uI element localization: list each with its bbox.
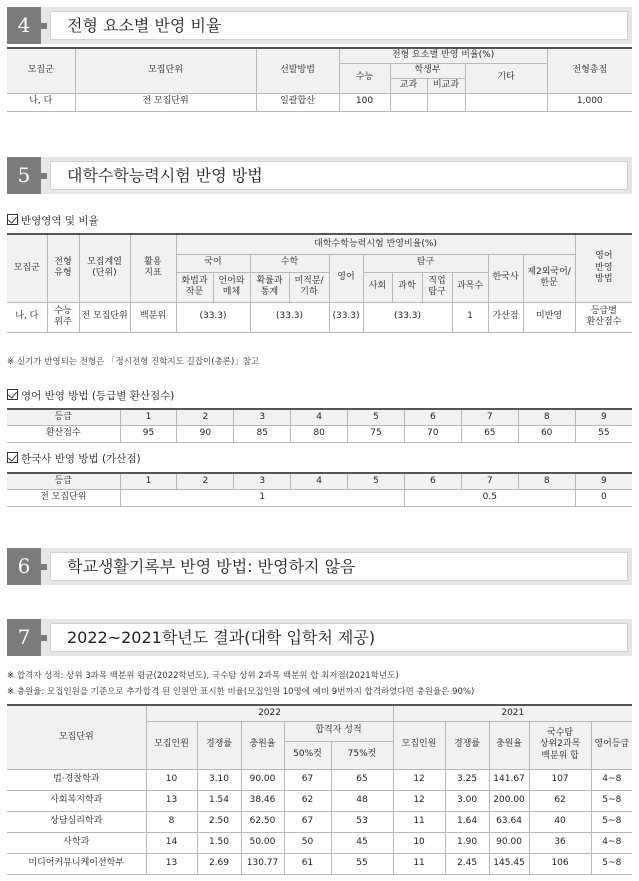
table-row <box>7 811 632 832</box>
history-grade-table <box>7 472 632 507</box>
english-grade-table <box>7 408 632 443</box>
section-title: 전형 요소별 반영 비율 <box>67 16 222 35</box>
cell-subject <box>390 93 427 111</box>
header-scores: 합격자 성적 <box>284 721 393 741</box>
cell-inquiry: (33.3) <box>363 302 452 332</box>
section-title-box <box>50 552 628 581</box>
header-competition: 경쟁률 <box>197 721 241 769</box>
cell-type: 수능 위주 <box>47 302 79 332</box>
header-fill: 충원율 <box>241 721 284 769</box>
section-number: 5 <box>7 157 41 194</box>
header-fill-2021: 충원율 <box>489 721 529 769</box>
header-grade: 등급 <box>7 473 120 489</box>
cell-quota-2021: 12 <box>393 769 445 790</box>
cell-p75: 55 <box>331 853 393 874</box>
header-top2: 국수탐 상위2과목 백분위 합 <box>529 721 591 769</box>
header-unit: 모집단위 <box>7 705 146 769</box>
cell-group: 나, 다 <box>7 93 75 111</box>
cell-competition-2021: 2.45 <box>445 853 489 874</box>
header-csat: 수능 <box>339 63 390 93</box>
cell-total: 1,000 <box>547 93 632 111</box>
section-tab-marker <box>41 23 47 29</box>
header-eng-grade: 영어등급 <box>591 721 632 769</box>
table-row <box>7 853 632 874</box>
header-foreign: 제2외국어/ 한문 <box>523 254 575 302</box>
cell-foreign: 미반영 <box>523 302 575 332</box>
cell-quota: 8 <box>146 811 197 832</box>
header-record: 학생부 <box>390 63 465 78</box>
cell-top2: 107 <box>529 769 591 790</box>
cell-unit: 상담심리학과 <box>7 811 146 832</box>
cell-top2: 40 <box>529 811 591 832</box>
cell-english: (33.3) <box>329 302 363 332</box>
header-english: 영어 <box>329 254 363 302</box>
subheading-english-method <box>7 388 174 403</box>
cell-nonsubject <box>427 93 465 111</box>
cell-competition: 2.50 <box>197 811 241 832</box>
cell-competition: 1.50 <box>197 832 241 853</box>
cell-competition-2021: 1.90 <box>445 832 489 853</box>
section-4-header <box>7 7 632 44</box>
cell-fill: 62.50 <box>241 811 284 832</box>
grade-1: 1 <box>120 473 177 489</box>
section-number: 6 <box>7 548 41 585</box>
cell-unit: 전 모집단위 <box>79 302 130 332</box>
header-index: 활용 지표 <box>130 234 176 302</box>
section-7-header <box>7 619 632 656</box>
cell-eng-grade: 5~8 <box>591 853 632 874</box>
header-method: 선발방법 <box>256 48 339 93</box>
header-group: 모집군 <box>7 234 47 302</box>
header-competition-2021: 경쟁률 <box>445 721 489 769</box>
cell-eng-method: 등급별 환산점수 <box>575 302 632 332</box>
header-i3: 직업 탐구 <box>422 272 452 302</box>
score-5: 75 <box>348 425 405 442</box>
grade-2: 2 <box>177 409 234 425</box>
header-unit: 모집계열 (단위) <box>79 234 130 302</box>
table-row <box>7 769 632 790</box>
subheading-text: 반영영역 및 비율 <box>21 215 99 227</box>
header-m1: 확률과 통계 <box>250 272 289 302</box>
grade-7: 7 <box>461 409 518 425</box>
bonus-9: 0 <box>575 489 632 506</box>
header-2021: 2021 <box>393 705 632 721</box>
cell-top2: 62 <box>529 790 591 811</box>
cell-korean: (33.3) <box>176 302 250 332</box>
grade-9: 9 <box>575 409 632 425</box>
grade-6: 6 <box>404 473 461 489</box>
header-type: 전형 유형 <box>47 234 79 302</box>
subheading-text: 영어 반영 방법 (등급별 환산점수) <box>21 390 175 402</box>
cell-fill-2021: 145.45 <box>489 853 529 874</box>
grade-5: 5 <box>348 409 405 425</box>
cell-math: (33.3) <box>250 302 329 332</box>
header-inquiry: 탐구 <box>363 254 488 272</box>
grade-1: 1 <box>120 409 177 425</box>
header-total: 전형총점 <box>547 48 632 93</box>
header-p50: 50%컷 <box>284 741 331 769</box>
subheading-history-method <box>7 451 141 466</box>
header-quota: 모집인원 <box>146 721 197 769</box>
label-score: 환산점수 <box>7 425 120 442</box>
cell-fill: 90.00 <box>241 769 284 790</box>
results-note-scores: ※ 합격자 성적: 상위 3과목 백분위 평균(2022학년도), 국수탐 상위 2과목 백분위 합 최저점(2021학년도) <box>7 671 399 681</box>
section-title-box <box>50 161 628 190</box>
header-quota-2021: 모집인원 <box>393 721 445 769</box>
grade-2: 2 <box>177 473 234 489</box>
cell-p50: 67 <box>284 811 331 832</box>
cell-unit: 전 모집단위 <box>75 93 256 111</box>
header-i1: 사회 <box>363 272 392 302</box>
cell-unit: 법·경찰학과 <box>7 769 146 790</box>
cell-top2: 106 <box>529 853 591 874</box>
cell-quota: 13 <box>146 790 197 811</box>
score-4: 80 <box>291 425 348 442</box>
table-row <box>7 832 632 853</box>
cell-quota-2021: 11 <box>393 853 445 874</box>
header-m2: 미적분/ 기하 <box>289 272 329 302</box>
header-eng-method: 영어 반영 방법 <box>575 234 632 302</box>
bonus-6-8: 0.5 <box>404 489 575 506</box>
cell-quota-2021: 10 <box>393 832 445 853</box>
cell-p75: 65 <box>331 769 393 790</box>
cell-unit: 사회복지학과 <box>7 790 146 811</box>
header-ratio: 전형 요소별 반영 비율(%) <box>339 48 547 63</box>
cell-eng-grade: 4~8 <box>591 832 632 853</box>
cell-history: 가산점 <box>488 302 523 332</box>
cell-eng-grade: 5~8 <box>591 790 632 811</box>
section-title-box <box>50 623 628 652</box>
cell-group: 나, 다 <box>7 302 47 332</box>
cell-p75: 53 <box>331 811 393 832</box>
section-tab-marker <box>41 173 47 179</box>
header-grade: 등급 <box>7 409 120 425</box>
table-row <box>7 790 632 811</box>
cell-top2: 36 <box>529 832 591 853</box>
score-6: 70 <box>404 425 461 442</box>
cell-competition-2021: 3.25 <box>445 769 489 790</box>
cell-competition-2021: 3.00 <box>445 790 489 811</box>
cell-unit: 미디어커뮤니케이션학부 <box>7 853 146 874</box>
results-table <box>7 704 632 875</box>
label-unit: 전 모집단위 <box>7 489 120 506</box>
header-p75: 75%컷 <box>331 741 393 769</box>
cell-quota: 10 <box>146 769 197 790</box>
cell-count: 1 <box>452 302 488 332</box>
section-number: 4 <box>7 7 41 44</box>
cell-fill-2021: 200.00 <box>489 790 529 811</box>
grade-3: 3 <box>234 473 291 489</box>
score-8: 60 <box>518 425 575 442</box>
header-subject: 교과 <box>390 78 427 93</box>
cell-csat: 100 <box>339 93 390 111</box>
section-tab-marker <box>41 635 47 641</box>
grade-5: 5 <box>348 473 405 489</box>
header-k1: 화법과 작문 <box>176 272 213 302</box>
section-title: 학교생활기록부 반영 방법: 반영하지 않음 <box>67 557 356 576</box>
cell-p50: 67 <box>284 769 331 790</box>
cell-competition: 1.54 <box>197 790 241 811</box>
section-tab-marker <box>41 564 47 570</box>
cell-method: 일괄합산 <box>256 93 339 111</box>
grade-8: 8 <box>518 473 575 489</box>
cell-fill-2021: 141.67 <box>489 769 529 790</box>
subheading-text: 한국사 반영 방법 (가산점) <box>21 453 141 465</box>
cell-fill: 50.00 <box>241 832 284 853</box>
grade-4: 4 <box>291 409 348 425</box>
header-i4: 과목수 <box>452 272 488 302</box>
grade-4: 4 <box>291 473 348 489</box>
header-2022: 2022 <box>146 705 393 721</box>
section-title-box <box>50 11 628 40</box>
header-unit: 모집단위 <box>75 48 256 93</box>
results-note-fill: ※ 충원율: 모집인원을 기준으로 추가합격 된 인원만 표시한 비율(모집인원 10명에 예비 9번까지 합격하였다면 충원율은 90%) <box>7 687 475 697</box>
cell-competition-2021: 1.64 <box>445 811 489 832</box>
checkbox-icon <box>7 389 18 400</box>
score-3: 85 <box>234 425 291 442</box>
cell-fill-2021: 90.00 <box>489 832 529 853</box>
grade-3: 3 <box>234 409 291 425</box>
selection-ratio-table <box>7 47 632 112</box>
cell-index: 백분위 <box>130 302 176 332</box>
csat-ratio-table <box>7 233 632 333</box>
section-5-header <box>7 157 632 194</box>
cell-competition: 3.10 <box>197 769 241 790</box>
section-title: 대학수학능력시험 반영 방법 <box>67 166 263 185</box>
checkbox-icon <box>7 214 18 225</box>
section-number: 7 <box>7 619 41 656</box>
cell-p50: 62 <box>284 790 331 811</box>
score-9: 55 <box>575 425 632 442</box>
section-6-header <box>7 548 632 585</box>
cell-fill-2021: 63.64 <box>489 811 529 832</box>
cell-p50: 50 <box>284 832 331 853</box>
bonus-1-5: 1 <box>120 489 404 506</box>
cell-competition: 2.69 <box>197 853 241 874</box>
cell-quota-2021: 12 <box>393 790 445 811</box>
cell-quota: 14 <box>146 832 197 853</box>
cell-p75: 45 <box>331 832 393 853</box>
cell-eng-grade: 4~8 <box>591 769 632 790</box>
checkbox-icon <box>7 452 18 463</box>
header-math: 수학 <box>250 254 329 272</box>
subheading-csat-ratio <box>7 213 99 228</box>
header-nonsubject: 비교과 <box>427 78 465 93</box>
grade-9: 9 <box>575 473 632 489</box>
cell-quota: 13 <box>146 853 197 874</box>
header-ratio: 대학수학능력시험 반영비율(%) <box>176 234 575 254</box>
cell-fill: 38.46 <box>241 790 284 811</box>
cell-quota-2021: 11 <box>393 811 445 832</box>
header-k2: 언어와 매체 <box>213 272 250 302</box>
grade-7: 7 <box>461 473 518 489</box>
header-i2: 과학 <box>392 272 422 302</box>
section-title: 2022~2021학년도 결과(대학 입학처 제공) <box>67 628 376 647</box>
header-history: 한국사 <box>488 254 523 302</box>
cell-etc <box>465 93 547 111</box>
practical-note: ※ 실기가 반영되는 전형은 「정시전형 진학지도 길잡이(총론)」참고 <box>7 357 260 367</box>
score-2: 90 <box>177 425 234 442</box>
header-korean: 국어 <box>176 254 250 272</box>
score-1: 95 <box>120 425 177 442</box>
header-etc: 기타 <box>465 63 547 93</box>
grade-6: 6 <box>404 409 461 425</box>
cell-p50: 61 <box>284 853 331 874</box>
cell-eng-grade: 5~8 <box>591 811 632 832</box>
cell-p75: 48 <box>331 790 393 811</box>
header-unit-group: 모집군 <box>7 48 75 93</box>
grade-8: 8 <box>518 409 575 425</box>
score-7: 65 <box>461 425 518 442</box>
cell-fill: 130.77 <box>241 853 284 874</box>
cell-unit: 사학과 <box>7 832 146 853</box>
